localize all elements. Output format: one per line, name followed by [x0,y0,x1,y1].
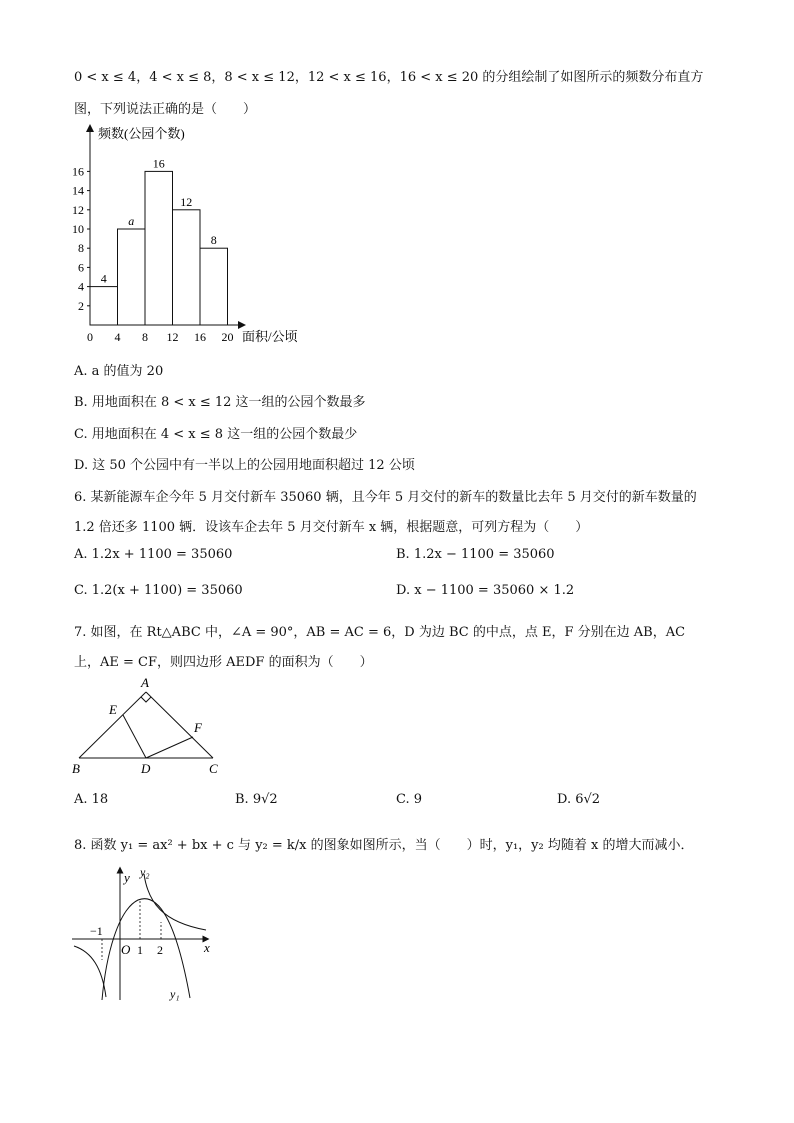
y-tick-label-2: 2 [78,298,84,313]
q5-option-b: B. 用地面积在 8 < x ≤ 12 这一组的公园个数最多 [74,395,366,410]
q8-stem: 8. 函数 y₁ = ax² + bx + c 与 y₂ = k/x 的图象如图所示，当（ ）时，y₁，y₂ 均随着 x 的增大而减小． [74,838,694,853]
x-tick-label-0: 0 [87,330,93,344]
function-svg [66,860,226,1005]
right-angle-mark [141,697,151,702]
q6-stem-2: 1.2 倍还多 1100 辆．设该车企去年 5 月交付新车 x 辆，根据题意，可列方程为（ ） [74,520,589,535]
q6-option-a: A. 1.2x + 1100 = 35060 [74,547,233,562]
segment-ed [123,715,146,758]
q7-stem-2: 上，AE = CF，则四边形 AEDF 的面积为（ ） [74,655,373,670]
q6-stem-1: 6. 某新能源车企今年 5 月交付新车 35060 辆，且今年 5 月交付的新车的数量比去年 5 月交付的新车数量的 [74,490,697,505]
y-tick-label-14: 14 [72,183,84,198]
parabola-y1 [102,899,190,1000]
graph-label-y2: y₂ [140,865,150,879]
histogram-bar-16-20 [200,248,228,325]
y-tick-label-4: 4 [78,279,84,294]
q6-option-b: B. 1.2x − 1100 = 35060 [396,547,555,562]
label-c: C [209,761,218,776]
histogram-bar-4-8 [118,229,146,325]
y-tick-label-12: 12 [72,202,84,217]
x-tick-label-20: 20 [221,330,234,344]
q7-option-a: A. 18 [74,792,109,807]
y-axis-label: 频数(公园个数) [98,126,185,141]
triangle-figure [66,672,236,780]
q7-option-d: D. 6√2 [557,792,601,807]
label-f: F [194,720,202,735]
label-e: E [109,702,117,717]
q5-option-c: C. 用地面积在 4 < x ≤ 8 这一组的公园个数最少 [74,427,358,442]
y-tick-label-16: 16 [72,164,84,179]
graph-label-y1: y₁ [170,987,180,1001]
q5-option-d: D. 这 50 个公园中有一半以上的公园用地面积超过 12 公顷 [74,458,415,473]
graph-label-two: 2 [157,943,163,957]
graph-label-y: y [124,870,130,885]
x-tick-label-8: 8 [142,330,148,344]
triangle-svg [66,672,236,780]
x-axis-label: 面积/公顷 [242,329,298,344]
q7-stem-1: 7. 如图，在 Rt△ABC 中，∠A = 90°，AB = AC = 6，D 为边 BC 的中点，点 E，F 分别在边 AB，AC [74,625,686,640]
q7-option-c: C. 9 [396,792,423,807]
histogram-bar-8-12 [145,171,173,325]
y-tick-label-8: 8 [78,241,84,256]
x-tick-label-12: 12 [166,330,179,344]
bar-label-4-8: a [128,214,135,228]
bar-label-12-16: 12 [180,194,193,209]
graph-label-origin: O [121,942,131,957]
histogram-svg [70,122,330,350]
y-tick-label-6: 6 [78,260,84,275]
label-b: B [72,761,80,776]
bar-label-8-12: 16 [152,156,165,171]
segment-fd [146,737,193,758]
side-ac [146,692,213,758]
intro-line-2: 图，下列说法正确的是（ ） [74,102,257,117]
hyperbola-y2-branch-3 [74,946,106,997]
function-graph [66,860,226,1005]
graph-label-x: x [204,940,210,955]
x-tick-label-4: 4 [114,330,121,344]
hyperbola-y2-branch-1 [144,874,206,930]
histogram-bar-12-16 [173,210,201,325]
graph-label-one: 1 [137,943,143,957]
q7-option-b: B. 9√2 [235,792,278,807]
q6-option-c: C. 1.2(x + 1100) = 35060 [74,583,243,598]
x-tick-label-16: 16 [194,330,206,344]
label-a: A [141,675,149,690]
graph-label-minus-one: −1 [90,924,103,938]
histogram-figure [70,122,330,350]
intro-line-1: 0 < x ≤ 4，4 < x ≤ 8，8 < x ≤ 12，12 < x ≤ 16，16 < x ≤ 20 的分组绘制了如图所示的频数分布直方 [74,70,704,85]
q5-option-a: A. a 的值为 20 [74,364,164,379]
label-d: D [141,761,151,776]
q6-option-d: D. x − 1100 = 35060 × 1.2 [396,583,575,598]
bar-label-16-20: 8 [210,233,217,248]
y-tick-label-10: 10 [72,222,84,236]
bar-label-0-4: 4 [100,271,107,286]
histogram-bar-0-4 [90,287,118,325]
